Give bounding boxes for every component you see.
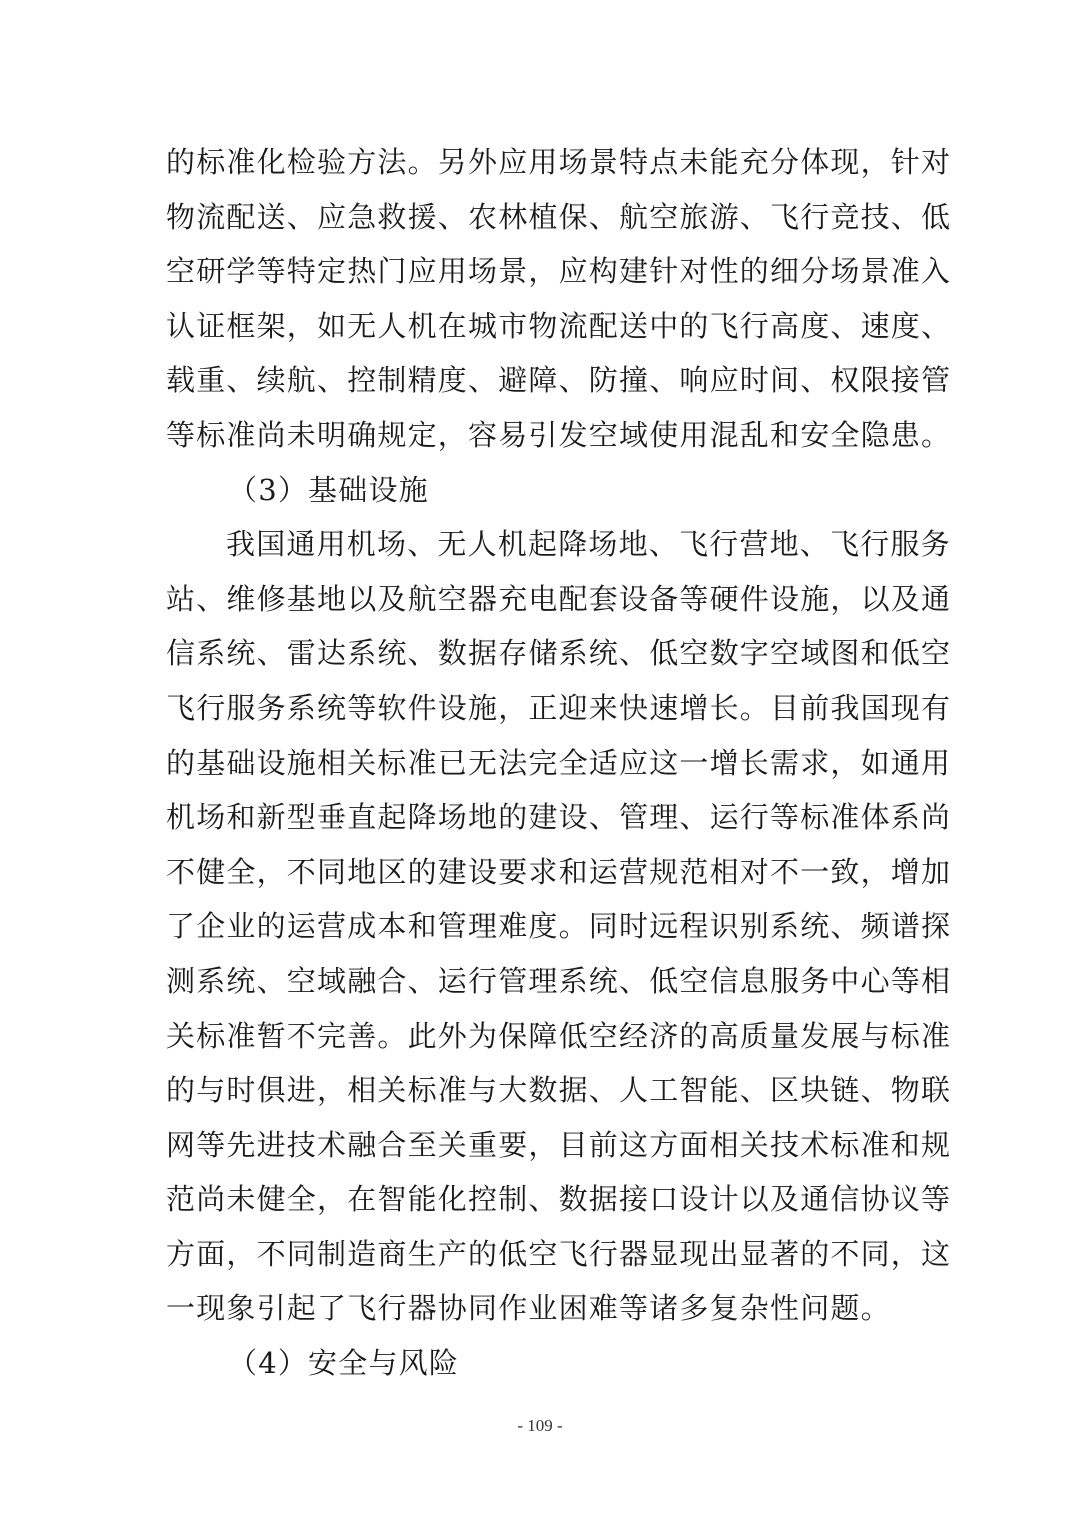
text-line: 飞行服务系统等软件设施，正迎来快速增长。目前我国现有	[166, 690, 952, 725]
text-line: 机场和新型垂直起降场地的建设、管理、运行等标准体系尚	[166, 800, 952, 835]
text-line: 我国通用机场、无人机起降场地、飞行营地、飞行服务	[226, 527, 951, 562]
paragraph-infrastructure	[166, 517, 952, 1336]
text-line: 认证框架，如无人机在城市物流配送中的飞行高度、速度、	[166, 308, 952, 343]
text-line: 信系统、雷达系统、数据存储系统、低空数字空域图和低空	[166, 636, 952, 671]
text-line: 一现象引起了飞行器协同作业困难等诸多复杂性问题。	[166, 1291, 891, 1326]
text-line: 关标准暂不完善。此外为保障低空经济的高质量发展与标准	[166, 1018, 952, 1053]
text-line: 范尚未健全，在智能化控制、数据接口设计以及通信协议等	[166, 1182, 952, 1217]
section-heading-safety-risk: （4）安全与风险	[228, 1346, 460, 1381]
text-line: 载重、续航、控制精度、避障、防撞、响应时间、权限接管	[166, 363, 952, 398]
page-body	[166, 135, 952, 1391]
text-line: 了企业的运营成本和管理难度。同时远程识别系统、频谱探	[166, 909, 952, 944]
section-heading-infrastructure: （3）基础设施	[228, 472, 429, 507]
page-number: - 109 -	[517, 1416, 563, 1435]
text-line: 物流配送、应急救援、农林植保、航空旅游、飞行竞技、低	[166, 199, 952, 234]
text-line: 网等先进技术融合至关重要，目前这方面相关技术标准和规	[166, 1127, 952, 1162]
text-line: 方面，不同制造商生产的低空飞行器显现出显著的不同，这	[166, 1236, 952, 1271]
text-line: 空研学等特定热门应用场景，应构建针对性的细分场景准入	[166, 254, 952, 289]
text-line: 的与时俱进，相关标准与大数据、人工智能、区块链、物联	[166, 1073, 952, 1108]
text-line: 不健全，不同地区的建设要求和运营规范相对不一致，增加	[166, 854, 952, 889]
text-line: 等标准尚未明确规定，容易引发空域使用混乱和安全隐患。	[166, 417, 952, 452]
paragraph-test-methods	[166, 135, 952, 463]
text-line: 站、维修基地以及航空器充电配套设备等硬件设施，以及通	[166, 581, 952, 616]
text-line: 的基础设施相关标准已无法完全适应这一增长需求，如通用	[166, 745, 952, 780]
text-line: 测系统、空域融合、运行管理系统、低空信息服务中心等相	[166, 963, 952, 998]
text-line: 的标准化检验方法。另外应用场景特点未能充分体现，针对	[166, 145, 952, 179]
